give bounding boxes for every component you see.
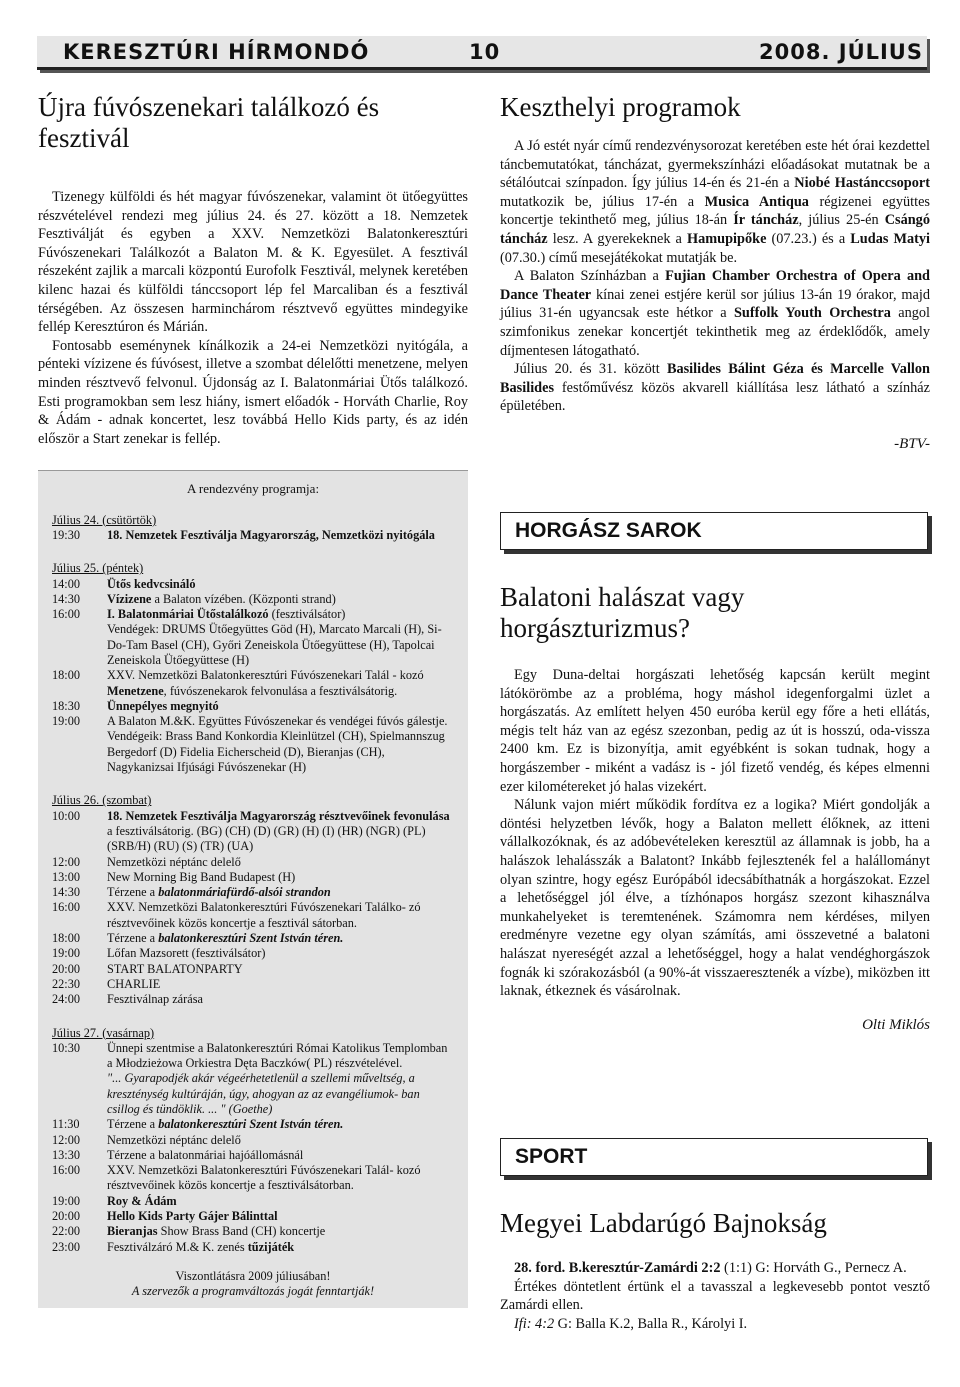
section-banner-sport: SPORT bbox=[500, 1138, 928, 1176]
youth-result: Ifi: 4:2 G: Balla K.2, Balla R., Károlyi I. bbox=[514, 1315, 748, 1332]
program-row bbox=[52, 1209, 454, 1224]
event-desc: Térzene a balatonmáriai hajóállomásnál bbox=[107, 1147, 304, 1162]
program-row bbox=[52, 962, 454, 977]
program-row bbox=[52, 855, 454, 870]
event-time: 18:30 bbox=[52, 698, 81, 713]
event-time: 19:00 bbox=[52, 1193, 81, 1208]
signature: Olti Miklós bbox=[862, 1016, 930, 1033]
event-desc: XXV. Nemzetközi Balatonkeresztúri Fúvószenekari Találko- zó résztvevőinek közös koncertje a fesztivál sátorban. bbox=[107, 900, 421, 930]
event-highlight: Vízizene bbox=[107, 591, 152, 606]
publication-title: KERESZTÚRI HÍRMONDÓ bbox=[63, 40, 370, 64]
program-row bbox=[52, 528, 454, 543]
program-row bbox=[52, 1148, 454, 1163]
event-time: 14:30 bbox=[52, 591, 81, 606]
event-desc: Hello Kids Party Gájer Bálinttal bbox=[107, 1209, 278, 1224]
event-desc: New Morning Big Band Budapest (H) bbox=[107, 869, 296, 884]
event-time: 22:00 bbox=[52, 1224, 81, 1239]
program-row bbox=[52, 1240, 454, 1255]
program-row bbox=[52, 1194, 454, 1209]
event-desc: XXV. Nemzetközi Balatonkeresztúri Fúvószenekari Talál- kozó résztvevőinek közös koncertje a fesztiválsátorban. bbox=[107, 1163, 421, 1193]
sport-headline: Megyei Labdarúgó Bajnokság bbox=[500, 1208, 827, 1238]
keszthely-paragraph: Július 20. és 31. között Basilides Bálint Géza és Marcelle Vallon Basilides festőművész közös akvarell kiállítása lesz látható a színház épületében. bbox=[500, 361, 930, 415]
program-row bbox=[52, 592, 454, 607]
event-time: 12:00 bbox=[52, 1132, 81, 1147]
program-row bbox=[52, 714, 454, 775]
day-heading: Július 25. (péntek) bbox=[52, 561, 144, 576]
event-time: 14:00 bbox=[52, 576, 81, 591]
event-desc: Roy & Ádám bbox=[107, 1193, 177, 1208]
event-time: 18:00 bbox=[52, 668, 81, 683]
issue-date: 2008. JÚLIUS bbox=[759, 40, 923, 64]
program-row bbox=[52, 1163, 454, 1194]
event-desc: Show Brass Band (CH) koncertje bbox=[157, 1224, 326, 1239]
program-row bbox=[52, 992, 454, 1007]
program-day bbox=[52, 793, 454, 1007]
event-desc: A Balaton M.&K. Együttes Fúvószenekar és vendégei fúvós gálestje. Vendégeik: Brass Band Konkordia Kleinlützel (CH), Spielmannszug Bergedorf (D) Fidelia Eicherscheid (D), Bieranjas (CH), Nagykanizsai Ifjúsági Fúvószenekar (H) bbox=[107, 714, 448, 775]
event-desc: CHARLIE bbox=[107, 976, 161, 991]
event-highlight: 18. Nemzetek Fesztiválja Magyarország résztvevőinek fevonulása bbox=[107, 808, 450, 823]
event-highlight: tűzijáték bbox=[247, 1239, 295, 1254]
program-row bbox=[52, 1133, 454, 1148]
event-time: 16:00 bbox=[52, 1163, 81, 1178]
event-time: 12:00 bbox=[52, 854, 81, 869]
program-row bbox=[52, 607, 454, 668]
event-desc: XXV. Nemzetközi Balatonkeresztúri Fúvószenekari Talál - kozó bbox=[107, 668, 424, 683]
event-time: 19:00 bbox=[52, 714, 81, 729]
event-time: 13:00 bbox=[52, 869, 81, 884]
event-time: 13:30 bbox=[52, 1147, 81, 1162]
program-row bbox=[52, 885, 454, 900]
festival-paragraph: Fontosabb eseménynek kínálkozik a 24-ei Nemzetközi nyitógála, a pénteki vízizene és fúvósest, illetve a szombat délelőtti menetzene, melyen minden résztvevő felvonul. Újdonság az I. Balatonmáriai Ütős találkozó. Esti programokban sem lesz hiány, ismert előadók - Horváth Charlie, Roy & Ádám - adnak koncertet, lesz továbbá Hello Kids party, és az idén először a Start zenekar is fellép. bbox=[38, 337, 468, 447]
quotation: "... Gyarapodjék akár végeérhetetlenül a szellemi műveltség, a kreszténység kultúráján, úgy, ahogyan az az evangéliumok- ban csillog és tündöklik. ... " (Goethe) bbox=[107, 1071, 420, 1116]
event-desc: Nemzetközi néptánc delelő bbox=[107, 854, 241, 869]
event-desc: (fesztiválsátor) bbox=[268, 607, 346, 622]
fishing-headline: Balatoni halászat vagy horgászturizmus? bbox=[500, 582, 745, 643]
program-row bbox=[52, 699, 454, 714]
event-time: 14:30 bbox=[52, 885, 81, 900]
event-highlight: Menetzene bbox=[107, 683, 164, 698]
event-highlight: balatonmáriafürdő-alsói strandon bbox=[158, 885, 331, 900]
keszthely-paragraph: A Jó estét nyár című rendezvénysorozat keretében este hét órai kezdettel táncbemutatókat, táncházat, gyermekszínházi előadásokat mutatnak be a sétálóutcai színpadon. Így július 14-én és 21-én a Niobé Hastánccsoport mutatkozik be, július 17-én a Musica Antiqua régizenei együttes koncertje tekinthető meg, július 18-án Ír táncház, július 25-én Csángó táncház lesz. A gyerekeknek a Hamupipőke (07.23.) és a Ludas Matyi (07.30.) című mesejátékokat mutatják be. bbox=[500, 138, 931, 266]
event-time: 16:00 bbox=[52, 607, 81, 622]
fishing-paragraph: Egy Duna-deltai horgászati lehetőség kapcsán került megint látókörömbe az a probléma, hogy máshol idegenforgalmi üzlet a horgászatás. Az említett helyen 450 euróba kerül egy főre a heti ellátás, mégis telt ház van az egész szezonban, pedig az út is hosszú, oda-vissza 2400 km. Ez is bizonyítja, amit egyébként is sokan tudnak, hogy a horgászember - miként a vadász is - jól fizető vendég, és képes elmenni ezer kilométereket jó halas vizekért. bbox=[500, 667, 930, 795]
event-desc: Térzene a bbox=[107, 1117, 159, 1132]
day-heading: Július 24. (csütörtök) bbox=[52, 512, 157, 527]
right-column bbox=[500, 92, 930, 453]
match-result: 28. ford. B.keresztúr-Zamárdi 2:2 (1:1) G: Horváth G., Pernecz A. bbox=[514, 1260, 907, 1276]
program-row bbox=[52, 946, 454, 961]
event-time: 23:00 bbox=[52, 1239, 81, 1254]
event-time: 20:00 bbox=[52, 961, 81, 976]
event-highlight: balatonkeresztúri Szent István téren. bbox=[158, 1117, 344, 1132]
event-desc: START BALATONPARTY bbox=[107, 961, 243, 976]
program-row bbox=[52, 870, 454, 885]
signature: -BTV- bbox=[894, 435, 930, 452]
event-desc: Nemzetközi néptánc delelő bbox=[107, 1132, 241, 1147]
program-day bbox=[52, 513, 454, 544]
program-row bbox=[52, 809, 454, 855]
match-comment: Értékes döntetlent értünk el a tavasszal a legkevesebb pontot vesztő Zamárdi ellen. bbox=[500, 1278, 930, 1314]
event-time: 10:00 bbox=[52, 808, 81, 823]
event-desc: Lőfan Mazsorett (fesztiválsátor) bbox=[107, 946, 266, 961]
festival-paragraph: Tizenegy külföldi és hét magyar fúvószenekar, valamint öt ütőegyüttes részvételével rendezi meg július 24. és 27. között a 18. Nemzetek Fesztiválját és egyben a XXV. Nemzetközi Balatonkeresztúri Fúvószenekari Találkozót a Balaton M. & K. Egyesület. A fesztivál részeként zajlik a marcali központú Eurofolk Fesztivál, melynek keretében kilenc hazai és külföldi tánccsoport lép fel Marcaliban és a fesztivál térségében. Az összesen harminchárom résztvevő együttes mindegyike fellép Keresztúron és Márián. bbox=[38, 189, 468, 336]
fishing-article bbox=[500, 582, 930, 1034]
event-desc: Térzene a bbox=[107, 885, 159, 900]
event-desc: 18. Nemzetek Fesztiválja Magyarország, Nemzetközi nyitógála bbox=[107, 527, 435, 542]
festival-headline: Újra fúvószenekari találkozó és fesztivál bbox=[38, 92, 380, 153]
program-row bbox=[52, 1041, 454, 1117]
program-row bbox=[52, 931, 454, 946]
event-desc: Fesztiválnap zárása bbox=[107, 992, 203, 1007]
event-desc: a Balaton vízében. (Központi strand) bbox=[151, 591, 336, 606]
event-time: 20:00 bbox=[52, 1209, 81, 1224]
event-desc: Ünnepi szentmise a Balatonkeresztúri Római Katolikus Templomban a Młodzieżowa Orkiestra Dęta Baczków( PL) részvételével. bbox=[107, 1040, 448, 1071]
program-day bbox=[52, 561, 454, 775]
event-time: 19:30 bbox=[52, 527, 81, 542]
event-desc: Térzene a bbox=[107, 931, 159, 946]
program-box bbox=[38, 470, 468, 1307]
event-time: 19:00 bbox=[52, 946, 81, 961]
event-time: 11:30 bbox=[52, 1117, 80, 1132]
event-time: 18:00 bbox=[52, 931, 81, 946]
masthead bbox=[37, 36, 927, 70]
day-heading: Július 26. (szombat) bbox=[52, 793, 152, 808]
farewell-note: Viszontlátásra 2009 júliusában! bbox=[175, 1268, 331, 1283]
program-row bbox=[52, 977, 454, 992]
sport-article bbox=[500, 1208, 930, 1333]
event-highlight: Bieranjas bbox=[107, 1224, 158, 1239]
page-number: 10 bbox=[469, 40, 501, 64]
program-row bbox=[52, 668, 454, 699]
left-column bbox=[38, 92, 468, 1308]
event-highlight: I. Balatonmáriai Ütőstalálkozó bbox=[107, 607, 269, 622]
event-detail: , fúvószenekarok felvonulása a fesztiválsátorig. bbox=[163, 683, 398, 698]
program-row bbox=[52, 1224, 454, 1239]
event-time: 16:00 bbox=[52, 900, 81, 915]
program-day bbox=[52, 1026, 454, 1255]
event-time: 24:00 bbox=[52, 992, 81, 1007]
event-desc: Ütős kedvcsináló bbox=[107, 576, 196, 591]
day-heading: Július 27. (vasárnap) bbox=[52, 1025, 155, 1040]
event-highlight: balatonkeresztúri Szent István téren. bbox=[158, 931, 344, 946]
event-desc: Fesztiválzáró M.& K. zenés bbox=[107, 1239, 248, 1254]
keszthely-paragraph: A Balaton Színházban a Fujian Chamber Orchestra of Opera and Dance Theater kínai zenei estjére kerül sor július 13-án 19 órakor, majd július 31-én ugyancsak este hétkor a Suffolk Youth Orchestra angol szimfonikus zenekar koncertjét tekinthetik meg az érdeklődők, amely díjmentesen látogatható. bbox=[500, 268, 931, 359]
program-row bbox=[52, 1117, 454, 1132]
program-title: A rendezvény programja: bbox=[186, 481, 320, 497]
program-row bbox=[52, 577, 454, 592]
program-row bbox=[52, 900, 454, 931]
event-time: 22:30 bbox=[52, 976, 81, 991]
event-desc: a fesztiválsátorig. (BG) (CH) (D) (GR) (H) (I) (HR) (NGR) (PL) (SRB/H) (RU) (S) (TR) (UA) bbox=[107, 823, 426, 854]
event-desc: Ünnepélyes megnyitó bbox=[107, 698, 219, 713]
event-time: 10:30 bbox=[52, 1040, 81, 1055]
fishing-paragraph: Nálunk vajon miért működik fordítva ez a logika? Miért gondolják a döntési helyzetben lévők, hogy a Balaton mellett élőknek, az itteni vállalkozóknak, és az adóbevételeken keresztül az államnak is jobb, ha a halászok lehalásszák a Balatont? Inkább fejlesztenék fel a halállományt olyan szintre, hogy egész Európából idecsábíthatnák a horgászokat. Ezzel a lehetőséggel jól élve, a tízhónapos horgász szezont kihasználva munkahelyeket is teremtenének. Számomra nem kérdéses, milyen eredményre vezetne egy olyan számítás, ami összevetné a balatoni halászat nyereségét azzal a lehetőséggel, hogy a halat vendéghorgászok fognák ki szórakozásból (a 90%-át visszaeresztenék a vízbe), miközben itt laknak, étkeznek és vásárolnak. bbox=[500, 797, 930, 1000]
keszthely-headline: Keszthelyi programok bbox=[500, 92, 741, 122]
rights-note: A szervezők a programváltozás jogát fenntartják! bbox=[131, 1284, 375, 1299]
event-detail: Vendégek: DRUMS Ütőegyüttes Göd (H), Marcato Marcali (H), Si-Do-Tam Basel (CH), Győri Zeneiskola Ütőegyüttese (H), Tapolcai Zeneiskola Ütőegyüttese (H) bbox=[107, 622, 442, 667]
section-banner-horgasz: HORGÁSZ SAROK bbox=[500, 512, 928, 550]
